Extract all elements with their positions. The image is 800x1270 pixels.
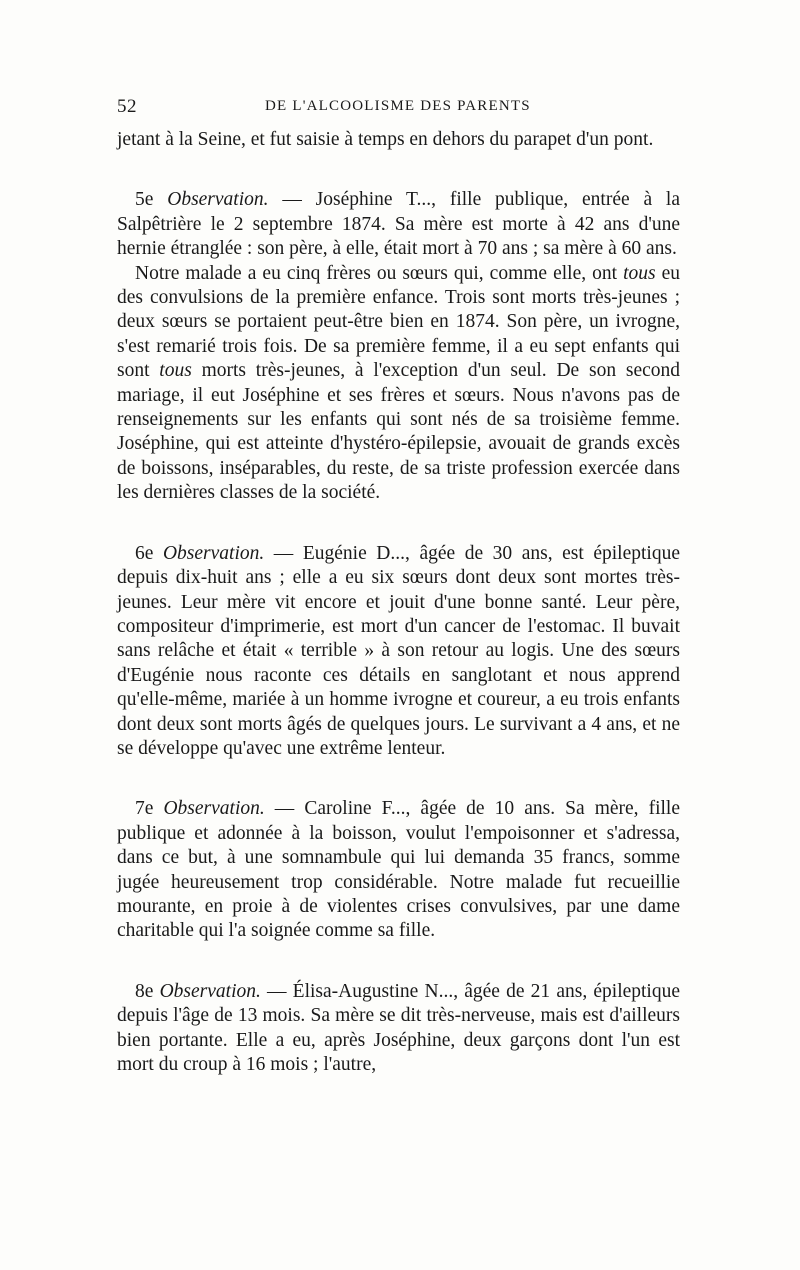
text-run: morts très-jeunes, à l'exception d'un seul. De son second mariage, il eut Joséphine et ses frères et sœurs. Nous n'avons pas de renseignements sur les enfants qui sont nés de sa troisième femme. Joséphine, qui est atteinte d'hystéro-épilepsie, avouait de grands excès de boissons, inséparables, du reste, de sa triste profession exercée dans les dernières classes de la société.: [117, 360, 680, 504]
observation-label: Observation.: [163, 798, 265, 820]
observation-text: — Eugénie D..., âgée de 30 ans, est épileptique depuis dix-huit ans ; elle a eu six sœurs dont deux sont mortes très-jeunes. Leur mère vit encore et jouit d'une bonne santé. Leur père, compositeur d'imprimerie, est mort d'un cancer de l'estomac. Il buvait sans relâche et était « terrible » à son retour au logis. Une des sœurs d'Eugénie nous raconte ces détails en sanglotant et nous apprend qu'elle-même, mariée à un homme ivrogne et coureur, a eu trois enfants dont deux sont morts âgés de quelques jours. Le survivant a 4 ans, et ne se développe qu'avec une extrême lenteur.: [117, 542, 680, 759]
paragraph-observation-8: [117, 980, 680, 1078]
emphasis-text: tous: [623, 262, 656, 284]
paragraph-observation-7: [117, 797, 680, 943]
text-run: Notre malade a eu cinq frères ou sœurs qui, comme elle, ont: [135, 262, 624, 284]
observation-label: Observation.: [167, 189, 269, 211]
paragraph-observation-6: [117, 542, 680, 762]
observation-label: Observation.: [162, 542, 265, 564]
text-run: eu des convulsions de la première enfance. Trois sont morts très-jeunes ; deux sœurs se portaient peut-être bien en 1874. Son père, un ivrogne, s'est remarié trois fois. De sa première femme, il a eu sept enfants qui sont: [117, 262, 681, 382]
page-body: [117, 128, 680, 1077]
paragraph-observation-5: [117, 188, 680, 261]
observation-number: 6e: [135, 542, 154, 564]
observation-number: 7e: [135, 798, 154, 820]
paragraph-continuation: jetant à la Seine, et fut saisie à temps en dehors du parapet d'un pont.: [117, 129, 654, 150]
page-number: 52: [117, 96, 137, 117]
observation-text: — Élisa-Augustine N..., âgée de 21 ans, épileptique depuis l'âge de 13 mois. Sa mère se dit très-nerveuse, mais est d'ailleurs bien portante. Elle a eu, après Joséphine, deux garçons dont l'un est mort du croup à 16 mois ; l'autre,: [117, 980, 681, 1075]
paragraph-observation-5-continued: [117, 262, 680, 506]
observation-number: 8e: [135, 980, 154, 1002]
observation-text: — Caroline F..., âgée de 10 ans. Sa mère, fille publique et adonnée à la boisson, voulut l'empoisonner et s'adressa, dans ce but, à une somnambule qui lui demanda 35 francs, somme jugée heureusement trop considérable. Notre malade fut recueillie mourante, en proie à de violentes crises convulsives, par une dame charitable qui l'a soignée comme sa fille.: [117, 798, 680, 942]
observation-label: Observation.: [159, 980, 261, 1002]
running-title: DE L'ALCOOLISME DES PARENTS: [265, 98, 531, 114]
observation-number: 5e: [135, 189, 154, 211]
emphasis-text: tous: [159, 360, 192, 382]
observation-text: — Joséphine T..., fille publique, entrée à la Salpêtrière le 2 septembre 1874. Sa mère est morte à 42 ans d'une hernie étranglée : son père, à elle, était mort à 70 ans ; sa mère à 60 ans.: [117, 189, 681, 260]
page-header: [117, 96, 680, 120]
